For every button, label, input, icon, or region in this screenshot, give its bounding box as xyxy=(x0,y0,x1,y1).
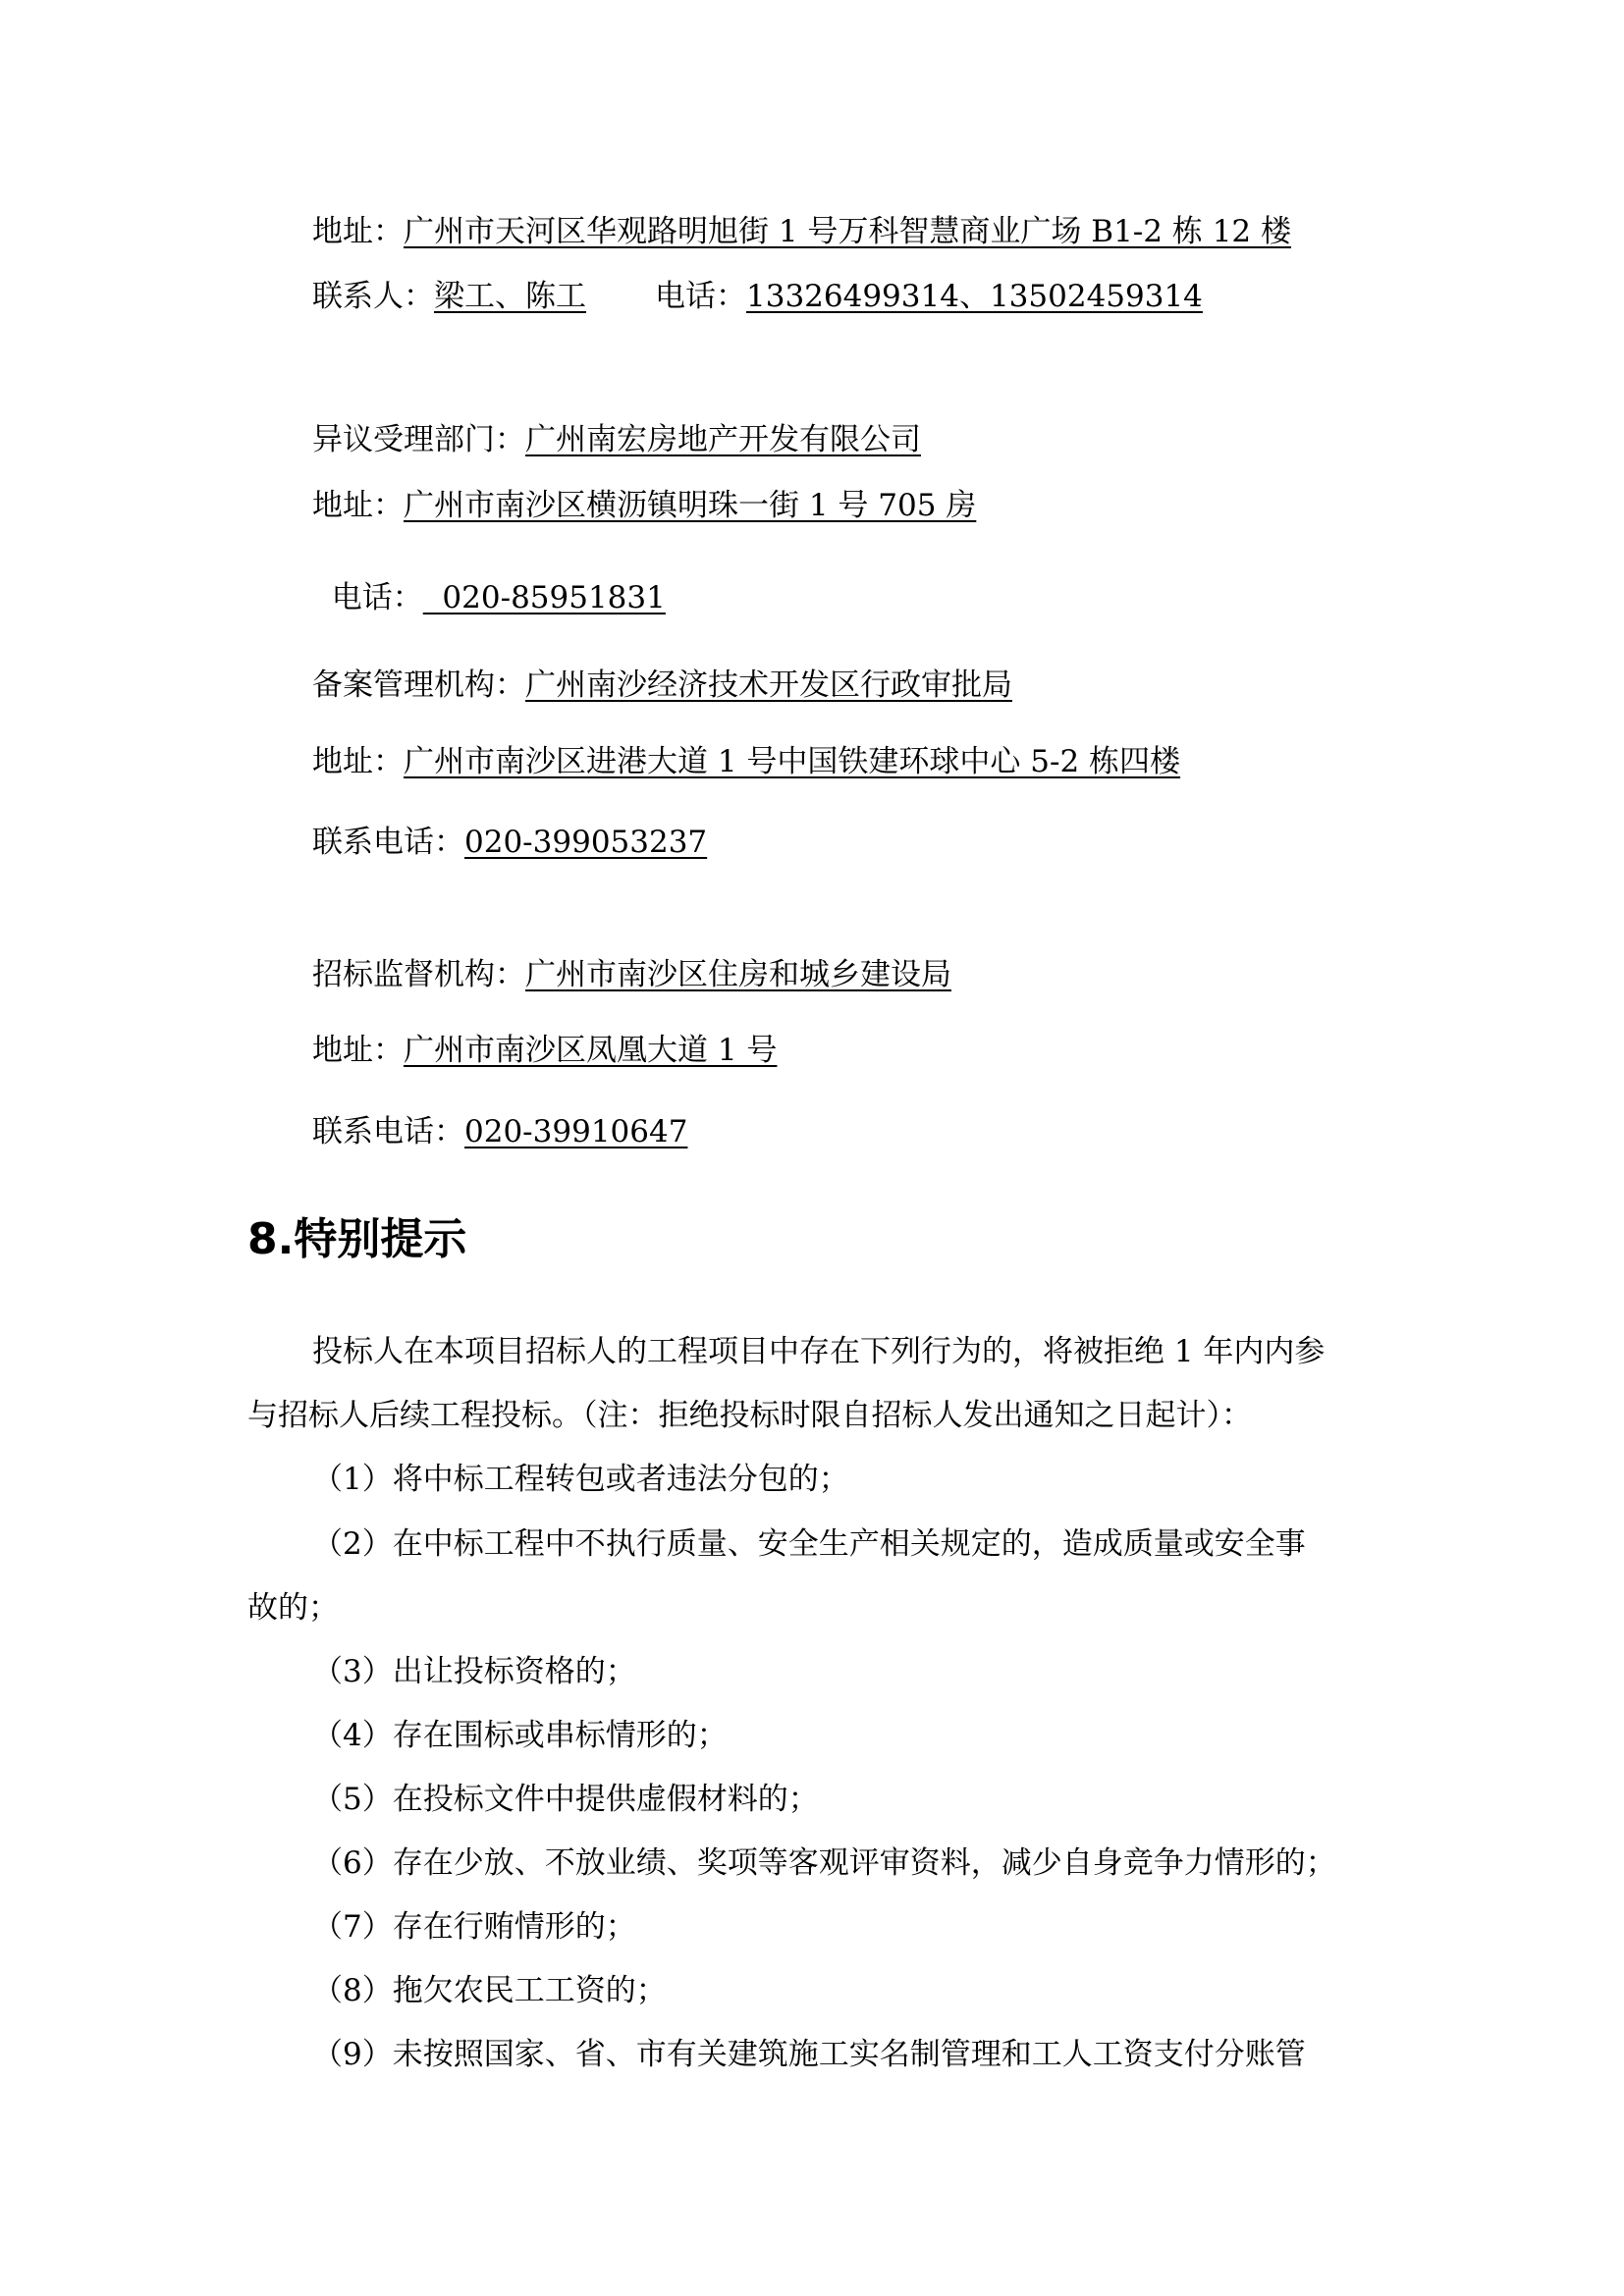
supervision-address-label: 地址： xyxy=(312,1033,404,1068)
objection-dept-value: 广州南宏房地产开发有限公司 xyxy=(525,422,921,457)
section-title: 8.特别提示 xyxy=(247,1214,467,1264)
objection-phone-value: 020-85951831 xyxy=(422,580,666,615)
filing-org-line xyxy=(312,666,1012,705)
list-item: （2）在中标工程中不执行质量、安全生产相关规定的，造成质量或安全事 xyxy=(312,1526,1306,1562)
list-item: （4）存在围标或串标情形的； xyxy=(312,1718,728,1753)
objection-dept-line xyxy=(312,420,921,459)
supervision-org-value: 广州市南沙区住房和城乡建设局 xyxy=(525,957,951,992)
filing-address-line xyxy=(312,742,1180,781)
objection-address-value: 广州市南沙区横沥镇明珠一街 1 号 705 房 xyxy=(404,488,977,523)
filing-address-value: 广州市南沙区进港大道 1 号中国铁建环球中心 5-2 栋四楼 xyxy=(404,744,1181,779)
supervision-phone-line xyxy=(312,1112,687,1151)
filing-phone-label: 联系电话： xyxy=(312,825,464,860)
supervision-phone-value: 020-39910647 xyxy=(464,1114,688,1149)
agency-phone-label: 电话： xyxy=(655,279,746,314)
list-item: （9）未按照国家、省、市有关建筑施工实名制管理和工人工资支付分账管 xyxy=(312,2037,1306,2072)
list-item: （6）存在少放、不放业绩、奖项等客观评审资料，减少自身竞争力情形的； xyxy=(312,1845,1336,1881)
list-item: （7）存在行贿情形的； xyxy=(312,1909,636,1945)
agency-contact-line xyxy=(312,277,1203,316)
list-item: （5）在投标文件中提供虚假材料的； xyxy=(312,1782,819,1817)
section-intro-line2: 与招标人后续工程投标。（注：拒绝投标时限自招标人发出通知之日起计）： xyxy=(247,1398,1252,1433)
list-item: （1）将中标工程转包或者违法分包的； xyxy=(312,1462,849,1497)
objection-dept-label: 异议受理部门： xyxy=(312,422,525,457)
supervision-phone-label: 联系电话： xyxy=(312,1114,464,1149)
agency-address-line xyxy=(312,212,1291,251)
supervision-org-label: 招标监督机构： xyxy=(312,957,525,992)
agency-contact-value: 梁工、陈工 xyxy=(434,279,586,314)
list-item: （3）出让投标资格的； xyxy=(312,1654,636,1689)
list-item: 故的； xyxy=(247,1590,339,1626)
supervision-address-line xyxy=(312,1031,777,1070)
supervision-org-line xyxy=(312,955,951,994)
objection-phone-line xyxy=(312,539,666,617)
list-item: （8）拖欠农民工工资的； xyxy=(312,1973,667,2008)
section-intro-line1: 投标人在本项目招标人的工程项目中存在下列行为的，将被拒绝 1 年内内参 xyxy=(312,1334,1326,1369)
filing-phone-line xyxy=(312,823,707,862)
filing-org-label: 备案管理机构： xyxy=(312,667,525,703)
objection-address-label: 地址： xyxy=(312,488,404,523)
agency-address-value: 广州市天河区华观路明旭街 1 号万科智慧商业广场 B1-2 栋 12 楼 xyxy=(404,214,1291,249)
objection-phone-label: 电话： xyxy=(331,580,423,615)
filing-org-value: 广州南沙经济技术开发区行政审批局 xyxy=(525,667,1012,703)
supervision-address-value: 广州市南沙区凤凰大道 1 号 xyxy=(404,1033,778,1068)
agency-phone-value: 13326499314、13502459314 xyxy=(746,279,1203,314)
filing-address-label: 地址： xyxy=(312,744,404,779)
filing-phone-value: 020-399053237 xyxy=(464,825,708,860)
agency-address-label: 地址： xyxy=(312,214,404,249)
agency-contact-label: 联系人： xyxy=(312,279,434,314)
objection-address-line xyxy=(312,486,976,525)
